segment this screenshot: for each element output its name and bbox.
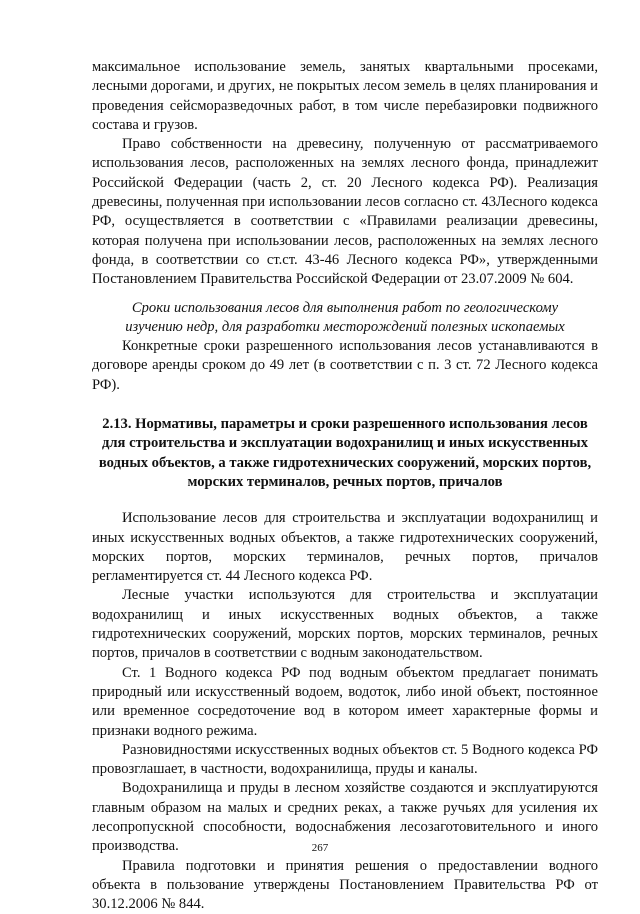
paragraph-decision-rules: Правила подготовки и принятия решения о предоставлении водного объекта в пользование утверждены Постановлением Правительства РФ от 30.12.2006 № 844. <box>92 857 598 913</box>
paragraph-land-plots: Лесные участки используются для строительства и эксплуатации водохранилищ и иных искусственных водных объектов, а также гидротехнических сооружений, морских портов, морских терминалов, речных портов, причалов в соответствии с водным законодательством. <box>92 587 598 662</box>
paragraph-lease-terms: Конкретные сроки разрешенного использования лесов устанавливаются в договоре аренды сроком до 49 лет (в соответствии с п. 3 ст. 72 Лесного кодекса РФ). <box>92 338 598 393</box>
paragraph-water-object-definition: Ст. 1 Водного кодекса РФ под водным объектом предлагает понимать природный или искусственный водоем, водоток, либо иной объект, постоянное или временное сосредоточение вод в котором имеет характерные формы и признаки водного режима. <box>92 664 598 739</box>
paragraph-ownership: Право собственности на древесину, полученную от рассматриваемого использования лесов, расположенных на землях лесного фонда, принадлежит Российской Федерации (часть 2, ст. 20 Лесного кодекса РФ). Реализация древесины, полученная при использовании лесов согласно ст. 43Лесного кодекса РФ, осуществляется в соответствии с «Правилами реализации древесины, которая получена при использовании лесов, расположенных на землях лесного фонда, в соответствии со ст.ст. 43-46 Лесного кодекса РФ», утвержденными Постановлением Правительства Российской Федерации от 23.07.2009 № 604. <box>92 136 598 288</box>
paragraph-continuation: максимальное использование земель, занятых квартальными просеками, лесными дорогами, и других, не покрытых лесом земель в целях планирования и проведения сейсморазведочных работ, в том числе перебазировки подвижного состава и грузов. <box>92 59 598 133</box>
section-heading: 2.13. Нормативы, параметры и сроки разрешенного использования лесов для строительства и эксплуатации водохранилищ и иных искусственных водных объектов, а также гидротехнических сооружений, морских портов, морских терминалов, речных портов, причалов <box>98 416 592 490</box>
paragraph-reservoirs-ponds: Водохранилища и пруды в лесном хозяйстве создаются и эксплуатируются главным образом на малых и средних реках, а также ручьях для усиления их лесопропускной способности, водоснабжения лесозаготовительного и иного производства. <box>92 780 598 855</box>
page-number: 267 <box>311 842 329 854</box>
paragraph-artificial-water-objects: Разновидностями искусственных водных объектов ст. 5 Водного кодекса РФ провозглашает, в частности, водохранилища, пруды и каналы. <box>92 741 598 778</box>
page-content <box>92 58 598 914</box>
paragraph-usage-regulation: Использование лесов для строительства и эксплуатации водохранилищ и иных искусственных водных объектов, а также гидротехнических сооружений, морских портов, морских терминалов, речных портов, причалов регламентируется ст. 44 Лесного кодекса РФ. <box>92 510 598 585</box>
italic-subsection-title: Сроки использования лесов для выполнения работ по геологическому изучению недр, для разработки месторождений полезных ископаемых <box>125 299 565 335</box>
